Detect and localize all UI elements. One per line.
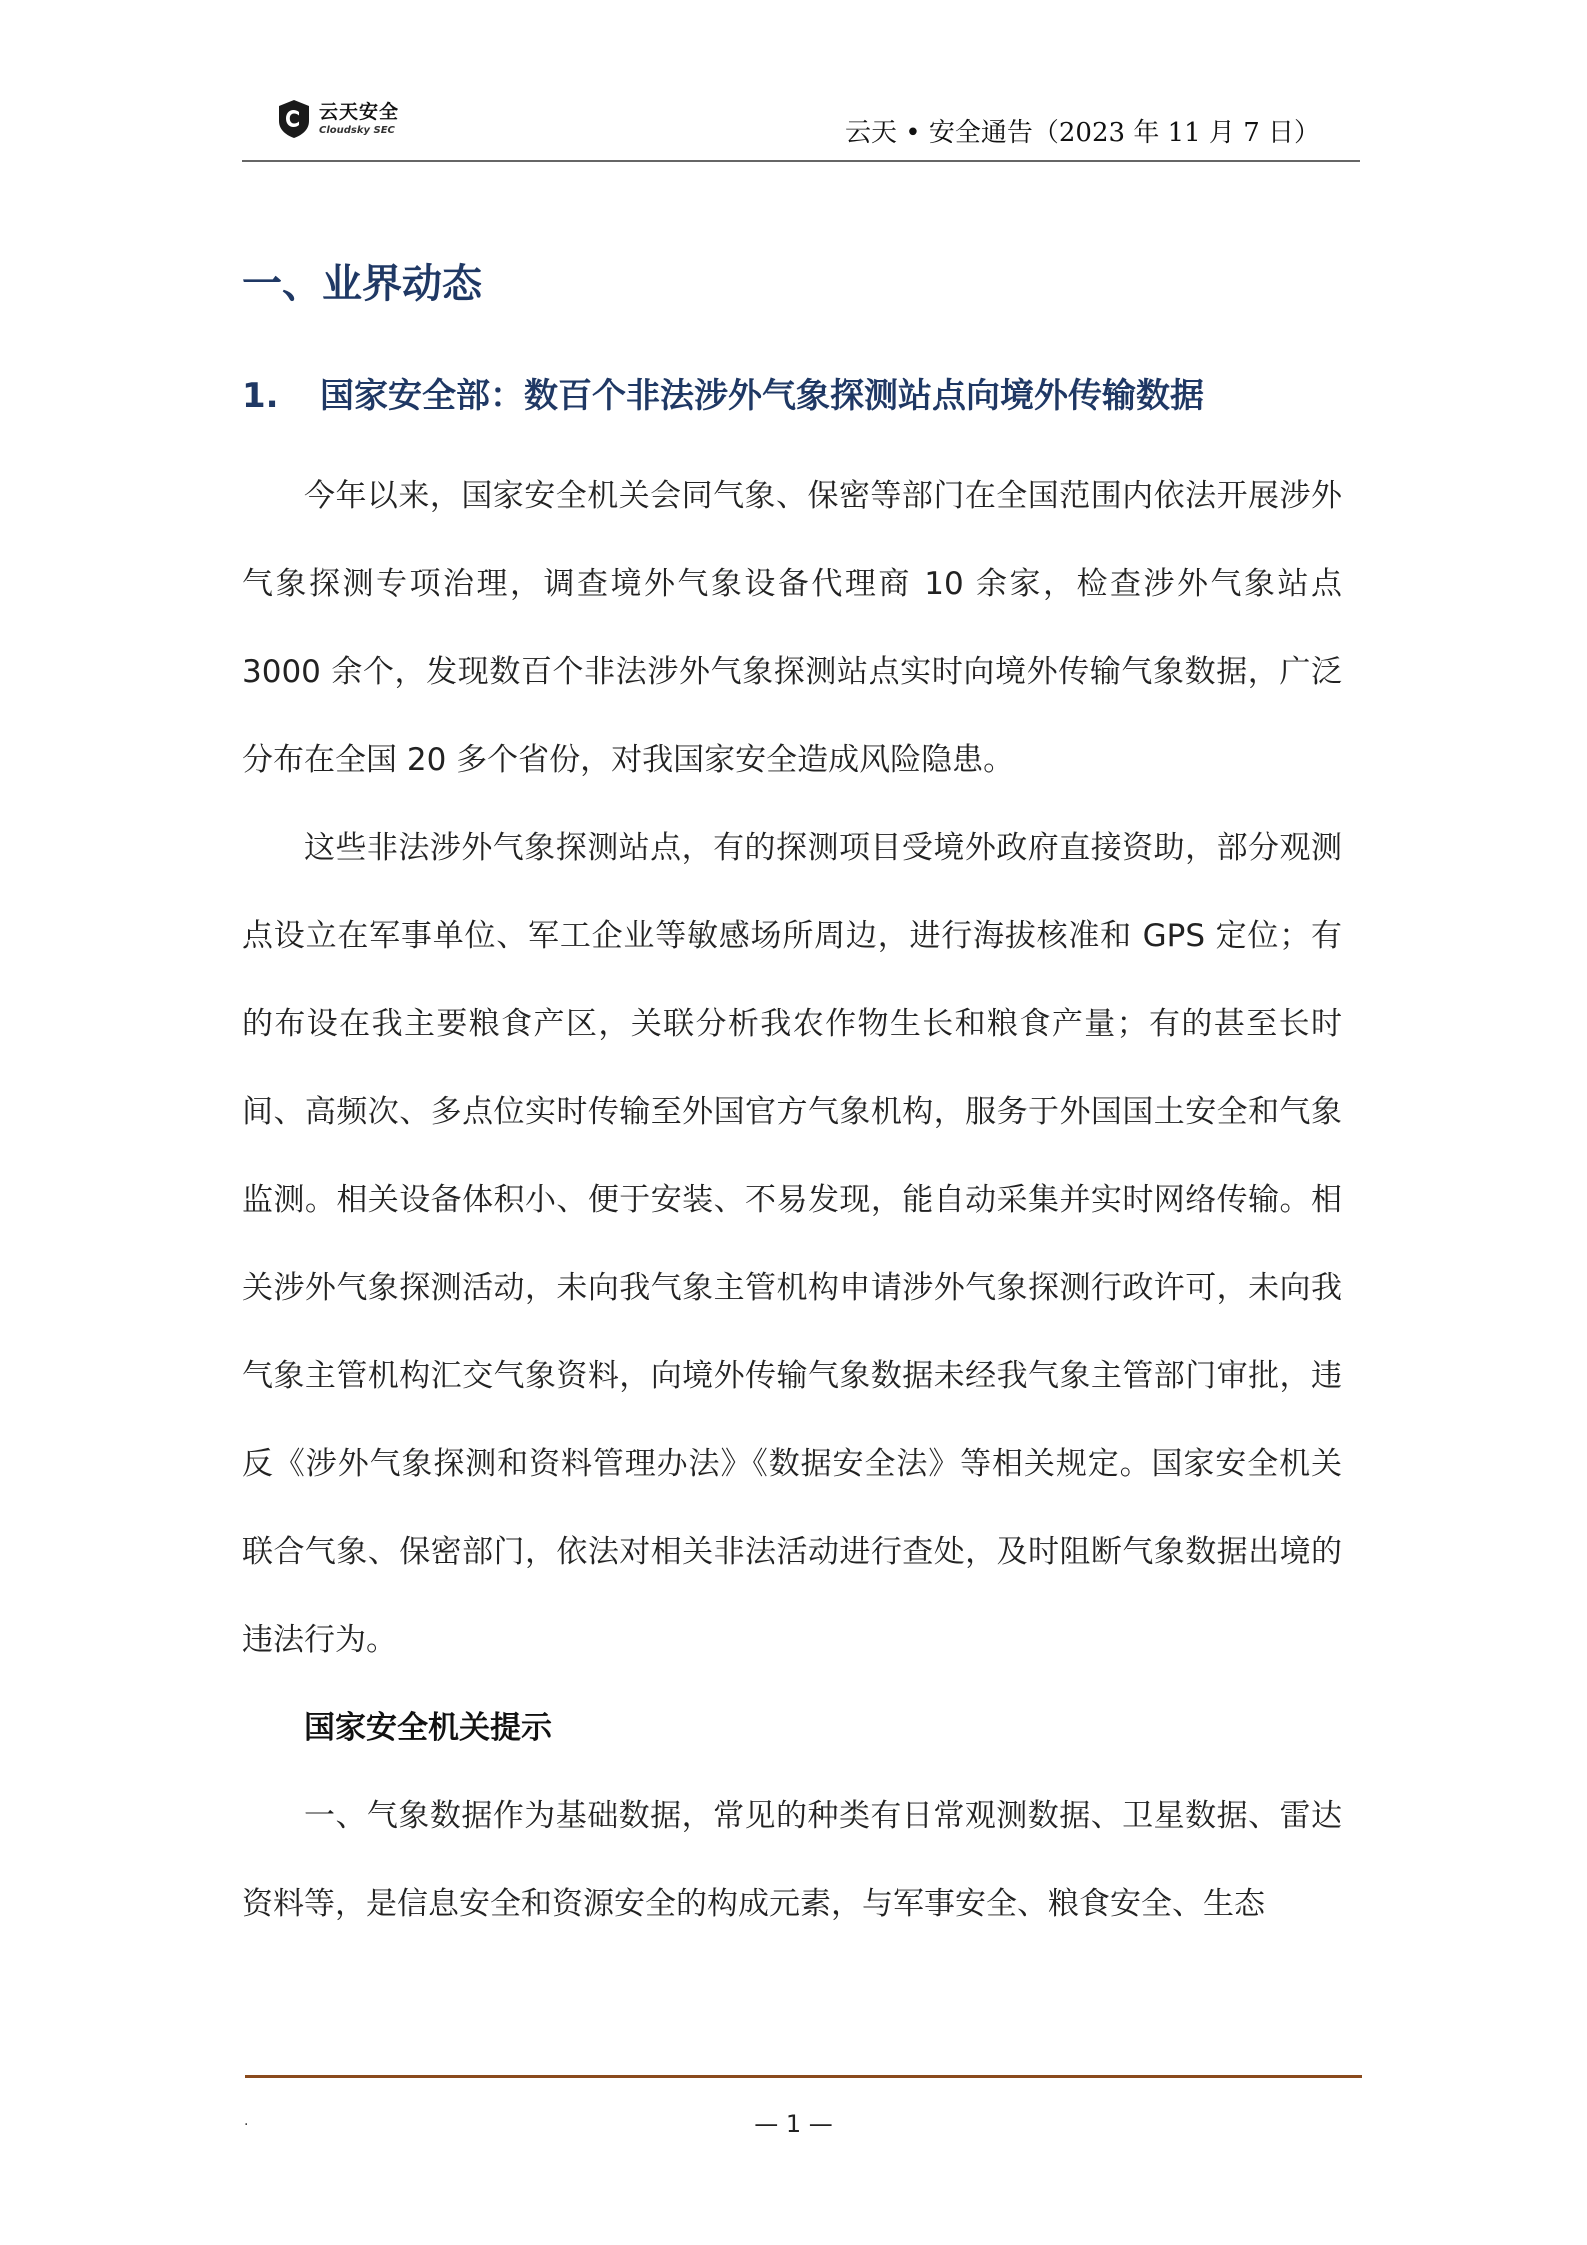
paragraph: 今年以来，国家安全机关会同气象、保密等部门在全国范围内依法开展涉外气象探测专项治理，调查境外气象设备代理商 10 余家，检查涉外气象站点 3000 余个，发现数百个非法涉外气象探测站点实时向境外传输气象数据，广泛分布在全国 20 多个省份，对我国家安全造成风险隐患。 (242, 478, 1342, 778)
tip-paragraph: 一、气象数据作为基础数据，常见的种类有日常观测数据、卫星数据、雷达资料等，是信息安全和资源安全的构成元素，与军事安全、粮食安全、生态 (242, 1798, 1342, 1922)
header-divider (242, 160, 1360, 162)
logo-english-name: Cloudsky SEC (319, 124, 395, 136)
shield-logo-icon (277, 99, 311, 139)
section-heading: 一、业界动态 (242, 261, 482, 307)
footer-dot: . (244, 2113, 249, 2129)
page-number: — 1 — (754, 2110, 833, 2138)
logo-chinese-name: 云天安全 (319, 100, 400, 123)
footer-divider (245, 2075, 1362, 2078)
article-heading (242, 368, 1204, 417)
article-number: 1. (242, 376, 279, 416)
paragraph: 这些非法涉外气象探测站点，有的探测项目受境外政府直接资助，部分观测点设立在军事单位、军工企业等敏感场所周边，进行海拔核准和 GPS 定位；有的布设在我主要粮食产区，关联分析我农作物生长和粮食产量；有的甚至长时间、高频次、多点位实时传输至外国官方气象机构，服务于外国国土安全和气象监测。相关设备体积小、便于安装、不易发现，能自动采集并实时网络传输。相关涉外气象探测活动，未向我气象主管机构申请涉外气象探测行政许可，未向我气象主管机构汇交气象资料，向境外传输气象数据未经我气象主管部门审批，违反《涉外气象探测和资料管理办法》《数据安全法》等相关规定。国家安全机关联合气象、保密部门，依法对相关非法活动进行查处，及时阻断气象数据出境的违法行为。 (242, 830, 1342, 1658)
logo (277, 96, 399, 142)
page-header (242, 92, 1360, 162)
article-body (242, 452, 1342, 1948)
tip-subheading: 国家安全机关提示 (304, 1710, 552, 1746)
bulletin-title: 云天 • 安全通告（2023 年 11 月 7 日） (845, 118, 1320, 148)
article-title: 国家安全部：数百个非法涉外气象探测站点向境外传输数据 (320, 376, 1204, 416)
